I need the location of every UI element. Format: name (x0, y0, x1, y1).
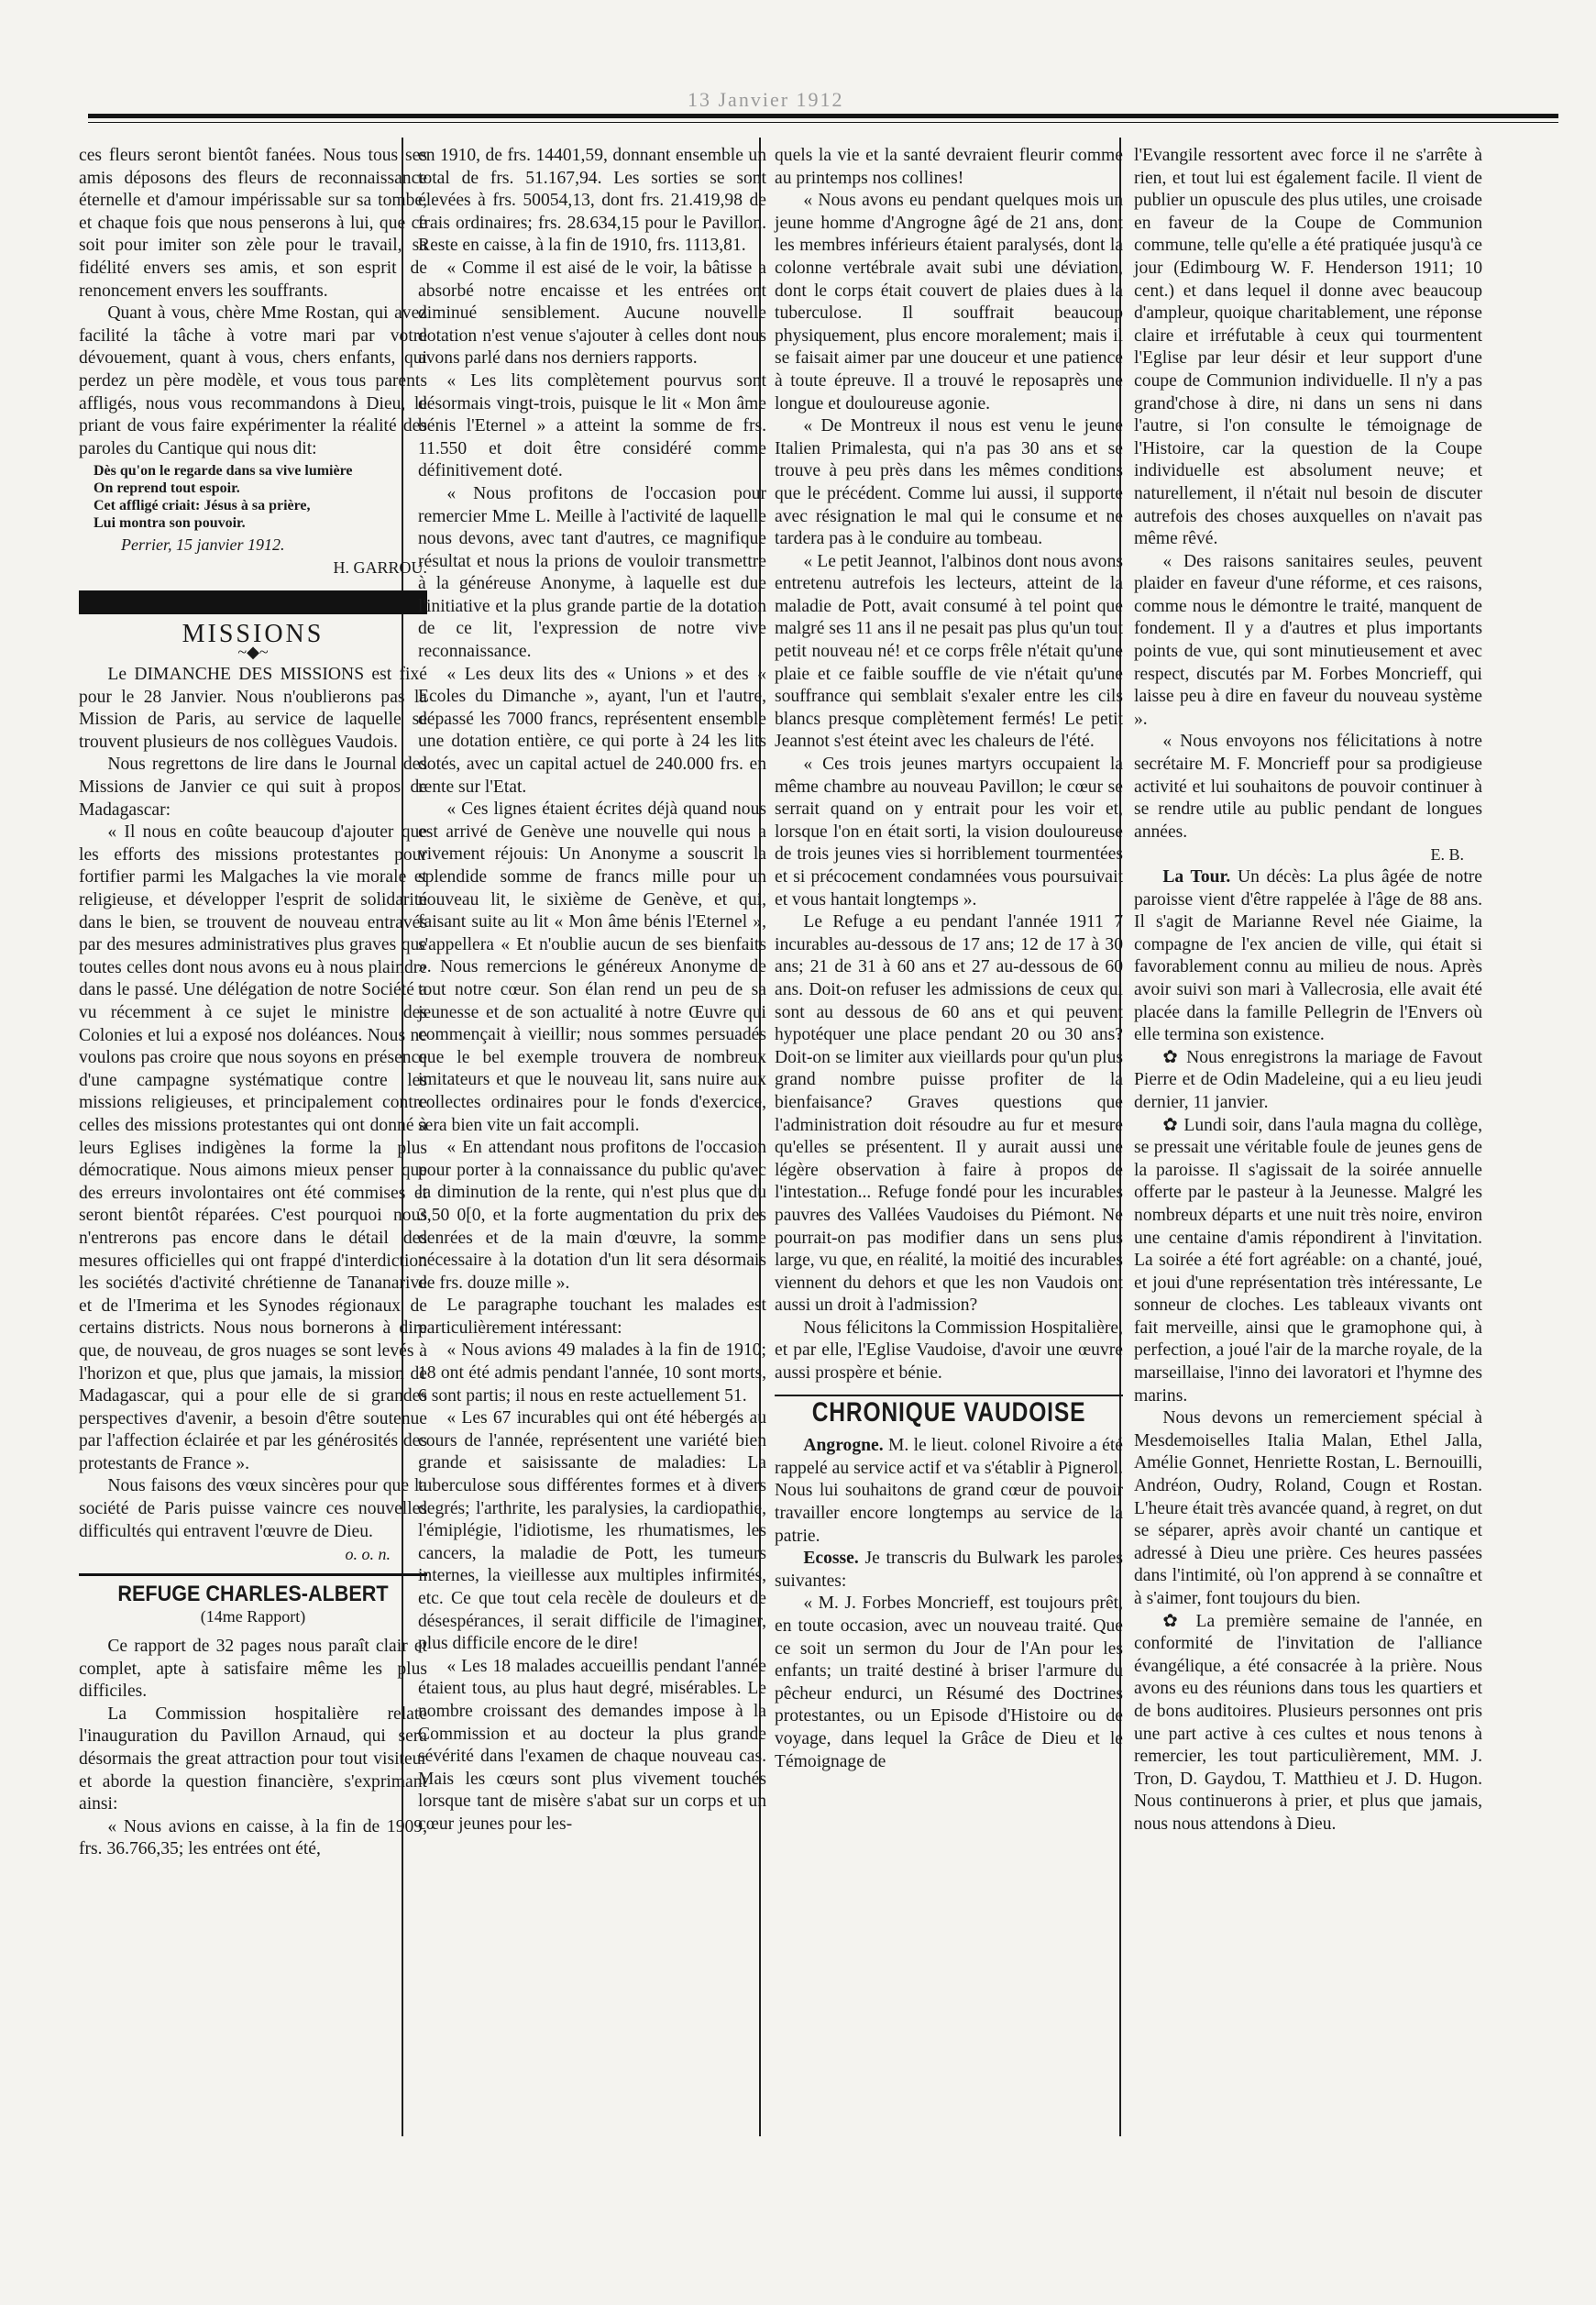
missions-paragraph: Nous faisons des vœux sincères pour que la société de Paris puisse vaincre ces nouvelles difficultés qui entravent l'œuvre de Dieu. (79, 1476, 427, 1541)
item-text: Un décès: La plus âgée de notre paroisse vient d'être rappelée à l'âge de 88 ans. Il s'agit de Marianne Revel née Giaime, la compagne de l'ex ancien de ville, qui était si favorablement connu au milieu de nous. Après avoir suivi son mari à Vallecrosia, elle avait été placée dans la famille Pellegrin de l'Envers où elle termina son existence. (1134, 867, 1482, 1045)
refuge-paragraph: « Nous avions 49 malades à la fin de 1910; 18 ont été admis pendant l'année, 10 sont morts, 6 sont partis; il nous en reste actuellement 51. (418, 1340, 766, 1406)
refuge-paragraph: La Commission hospitalière relate l'inauguration du Pavillon Arnaud, qui sera désormais the great attraction pour tout visiteur et aborde la question financière, s'exprimant ainsi: (79, 1704, 427, 1814)
ecosse-quote: « M. J. Forbes Moncrieff, est toujours prêt, en toute occasion, avec un nouveau traité. Que ce soit un sermon du Jour de l'An pour les enfants; un traité destiné à briser l'armure du pêcheur endurci, un Résumé des Doctrines protestantes, ou un Episode d'Histoire ou de voyage, dans lequel la Grâce de Dieu et le Témoignage de (775, 1594, 1123, 1771)
refuge-paragraph: « Nous profitons de l'occasion pour remercier Mme L. Meille à l'activité de laquelle nous devons, avec tant d'autres, ce magnifique résultat et nous la prions de vouloir transmettre à la généreuse Anonyme, à laquelle est due l'initiative et la plus grande partie de la dotation de ce lit, l'expression de notre vive reconnaissance. (418, 483, 766, 662)
section-title-missions: MISSIONS (182, 619, 325, 648)
place-heading: Angrogne. (803, 1436, 884, 1456)
ornament-icon: ~◆~ (237, 643, 269, 662)
refuge-paragraph: Nous félicitons la Commission Hospitalière, et par elle, l'Eglise Vaudoise, d'avoir une œuvre aussi prospère et bénie. (775, 1318, 1123, 1384)
hymn-line: Cet affligé criait: Jésus à sa prière, (94, 498, 311, 514)
refuge-paragraph: « Nous avons eu pendant quelques mois un jeune homme d'Angrogne âgé de 21 ans, dont les membres inférieurs étaient paralysés, dont la colonne vertébrale avait subi une déviation, dont le corps était couvert de plaies dues à la tuberculose. Il souffrait beaucoup physiquement, plus encore moralement; mais il se faisait aimer par une douceur et une patience à toute épreuve. Il a trouvé le reposaprès une longue et douloureuse agonie. (775, 191, 1123, 414)
ecosse-quote: « Nous envoyons nos félicitations à notre secrétaire M. F. Moncrieff pour sa prodigieuse activité et lui souhaitons de pouvoir continuer à se rendre utile au public pendant de longues années. (1134, 732, 1482, 842)
column-1 (79, 145, 427, 1861)
initials-signature: E. B. (1430, 845, 1464, 865)
header-rule (88, 114, 1558, 118)
refuge-paragraph: « Les 18 malades accueillis pendant l'année étaient tous, au plus haut degré, misérables. Le nombre croissant des demandes impose à la Commission et au docteur la plus grande sévérité dans l'examen de chaque nouveau cas. Mais les cœurs sont plus vivement touchés lorsque tant de misère s'abat sur un corps et un cœur jeunes pour les- (418, 1656, 766, 1834)
section-title-chronique: CHRONIQUE VAUDOISE (811, 1396, 1086, 1428)
column-3 (775, 145, 1123, 1773)
hymn-line: Lui montra son pouvoir. (94, 515, 246, 532)
section-rule (79, 1573, 427, 1576)
refuge-paragraph: Ce rapport de 32 pages nous paraît clair et complet, apte à satisfaire même les plus difficiles. (79, 1637, 427, 1702)
latour-paragraph: Nous devons un remerciement spécial à Mesdemoiselles Italia Malan, Ethel Jalla, Amélie Gonnet, Henriette Rostan, L. Bernouilli, Andréon, Oudry, Roland, Cougn et Rostan. L'heure était très avancée quand, à regret, on dut se séparer, après avoir chanté un cantique et adressé à Dieu une prière. Ces heures passées dans l'intimité, où l'on apprend à se connaître et à s'aimer, font toujours du bien. (1134, 1408, 1482, 1608)
latour-paragraph: ✿ Nous enregistrons la mariage de Favout Pierre et de Odin Madeleine, qui a eu lieu jeudi dernier, 11 janvier. (1134, 1047, 1482, 1112)
chronique-item-angrogne (775, 1435, 1123, 1548)
item-text: M. le lieut. colonel Rivoire a été rappelé au service actif et va s'établir à Pignerol. Nous lui souhaitons de grand cœur de pouvoir travailler encore longtemps au service de la patrie. (775, 1436, 1123, 1546)
refuge-paragraph: quels la vie et la santé devraient fleurir comme au printemps nos collines! (775, 146, 1123, 188)
refuge-paragraph: « Ces lignes étaient écrites déjà quand nous est arrivé de Genève une nouvelle qui nous a vivement réjouis: Un Anonyme a souscrit la splendide somme de francs mille pour un nouveau lit, le sixième de Genève, et qui, faisant suite au lit « Mon âme bénis l'Eternel », s'appellera « Et n'oublie aucun de ses bienfaits ». Nous remercions le généreux Anonyme de tout notre cœur. Son élan rend un peu de sa jeunesse et de son actualité à notre Œuvre qui commençait à vieillir; nous sommes persuadés que le bel exemple trouvera de nombreux imitateurs et que le nouveau lit, sans nuire aux collectes ordinaires pour le fonds d'exercice, sera bien vite un fait accompli. (418, 800, 766, 1135)
refuge-paragraph: « Les lits complètement pourvus sont désormais vingt-trois, puisque le lit « Mon âme bénis l'Eternel » a atteint la somme de frs. 11.550 et doit être considéré comme définitivement doté. (418, 370, 766, 481)
report-number: (14me Rapport) (200, 1607, 306, 1627)
missions-paragraph: Nous regrettons de lire dans le Journal des Missions de Janvier ce qui suit à propos de Madagascar: (79, 755, 427, 820)
ecosse-quote: l'Evangile ressortent avec force il ne s'arrête à rien, et tout lui est également facile. Il vient de publier un opuscule des plus utiles, une croisade en faveur de la Coupe de Communion commune, telle qu'elle a été pratiquée jusqu'à ce jour (Edimbourg W. F. Henderson 1911; 10 cent.) et dans lequel il donne avec beaucoup d'ampleur, quoique charitablement, une réponse claire et irréfutable à ceux qui tourmentent l'Eglise par leur désir et leur support d'une coupe de Communion individuelle. Il n'y a pas grand'chose à dire, ni dans un sens ni dans l'autre, si l'on consulte le témoignage de l'Histoire, car la question de la Coupe individuelle est absolument neuve; et naturellement, il n'était nul besoin de discuter autrefois des choses auxquelles on n'avait pas même rêvé. (1134, 146, 1482, 549)
chronique-item-latour (1134, 866, 1482, 1047)
bullet-icon: ✿ (1162, 1115, 1184, 1135)
obituary-paragraph: Quant à vous, chère Mme Rostan, qui avez facilité la tâche à votre mari par votre dévouement, quant à vous, chers enfants, qui perdez un père modèle, et vous tous parents affligés, nous vous recommandons à Dieu, le priant de vous faire expérimenter la réalité des paroles du Cantique qui nous dit: (79, 303, 427, 458)
hymn-quote (94, 462, 427, 532)
refuge-paragraph: « De Montreux il nous est venu le jeune Italien Primalesta, qui n'a pas 30 ans et se trouve à peu près dans les mêmes conditions que le précédent. Comme lui aussi, il supporte avec résignation le mal qui le consume et ne tardera pas à le conduire au tombeau. (775, 416, 1123, 549)
place-heading: La Tour. (1162, 867, 1231, 887)
refuge-paragraph: « En attendant nous profitons de l'occasion pour porter à la connaissance du public qu'avec la diminution de la rente, qui n'est plus que du 3,50 0[0, et la forte augmentation du prix des denrées et de la main d'œuvre, la somme nécessaire à la dotation d'un lit sera désormais de frs. douze mille ». (418, 1138, 766, 1293)
bullet-icon: ✿ (1162, 1611, 1196, 1631)
section-bar (79, 590, 427, 614)
refuge-paragraph: Le paragraphe touchant les malades est particulièrement intéressant: (418, 1296, 766, 1338)
ecosse-quote: « Des raisons sanitaires seules, peuvent plaider en faveur d'une réforme, et ces raisons, comme nous le démontre le traité, manquent de fondement. Il y a d'autres et plus importants points de vue, qui sont minutieusement et avec respect, discutés par M. Forbes Moncrieff, qui laisse peu à dire en faveur du nouveau système ». (1134, 551, 1482, 729)
latour-paragraph: ✿ Lundi soir, dans l'aula magna du collège, se pressait une véritable foule de jeunes gens de la paroisse. Il s'agissait de la soirée annuelle offerte par le pasteur à la Jeunesse. Malgré les nombreux départs et une nuit très noire, environ une centaine d'amis répondirent à l'invitation. La soirée a été fort agréable: on a chanté, joué, et joui d'une représentation très intéressante, Le sonneur de cloches. Les tableaux vivants ont fait merveille, ainsi que le gramophone qui, à perfection, a joué l'air de la marche royale, de la marseillaise, l'inno dei lavoratori et l'hymne des marins. (1134, 1115, 1482, 1406)
item-text: Je transcris du Bulwark les paroles suivantes: (775, 1549, 1123, 1591)
refuge-paragraph: Le Refuge a eu pendant l'année 1911 7 incurables au-dessous de 17 ans; 12 de 17 à 30 ans; 21 de 31 à 60 ans et 27 au-dessous de 60 ans. Doit-on refuser les admissions de ceux qui sont au dessous de 60 ans et qui peuvent hypotéquer une place pendant 20 ou 30 ans? Doit-on se limiter aux vieillards pour qu'un plus grand nombre puisse profiter de la bienfaisance? Graves questions que l'administration doit résoudre au fur et mesure qu'elles se présentent. Il y aurait aussi une légère observation à faire à propos de l'intestation... Refuge fondé pour les incurables pauvres des Vallées Vaudoises du Piémont. Ne pourrait-on pas modifier dans un sens plus large, vu que, en réalité, la moitié des incurables viennent du dehors et que les non Vaudois ont aussi un droit à l'admission? (775, 912, 1123, 1316)
section-rule (775, 1395, 1123, 1396)
bullet-icon: ✿ (1162, 1047, 1187, 1067)
hymn-line: Dès qu'on le regarde dans sa vive lumière (94, 463, 353, 480)
refuge-paragraph: « Nous avions en caisse, à la fin de 1909, frs. 36.766,35; les entrées ont été, (79, 1816, 427, 1859)
header-rule-thin (88, 122, 1558, 123)
signature: H. GARROU. (333, 557, 427, 577)
missions-quote: « Il nous en coûte beaucoup d'ajouter que les efforts des missions protestantes pour fortifier parmi les Malgaches la vie morale et religieuse, et développer l'esprit de solidarité dans le bien, se trouvent de nouveau entravés par des mesures administratives plus graves que toutes celles dont nous avons eu à nous plaindre dans le passé. Une délégation de notre Société a vu récemment à ce sujet le ministre des Colonies et lui a exposé nos doléances. Nous ne voulons pas croire que nous soyons en présence d'une campagne systématique contre les missions religieuses, et principalement contre celles des missions protestantes qui ont donné à leurs Eglises indigènes la forme la plus démocratique. Nous aimons mieux penser que des erreurs involontaires ont été commises et seront bientôt réparées. C'est pourquoi nous n'entrerons pas encore dans le détail des mesures officielles qui ont frappé d'interdiction les sociétés d'activité chrétienne de Tananarive et de l'Imerima et les Synodes régionaux de certains districts. Nous nous bornerons à dire que, de nouveau, de gros nuages se sont levés à l'horizon et que, plus que jamais, la mission de Madagascar, qui a pour elle de si grandes perspectives d'avenir, a besoin d'être soutenue par l'affection éclairée et par les générosités des protestants de France ». (79, 822, 427, 1473)
section-title-refuge: REFUGE CHARLES-ALBERT (117, 1581, 389, 1606)
refuge-paragraph: « Ces trois jeunes martyrs occupaient la même chambre au nouveau Pavillon; le cœur se serrait quand on y entrait pour les voir et, lorsque l'on en était sorti, la vision douloureuse de trois jeunes vies si horriblement tourmentées et si précocement condamnées vous poursuivait et vous hantait longtemps ». (775, 755, 1123, 910)
place-heading: Ecosse. (803, 1549, 859, 1569)
latour-paragraph: ✿ La première semaine de l'année, en conformité de l'invitation de l'alliance évangélique, a été consacrée à la prière. Nous avons eu des réunions dans tous les quartiers et de bons auditoires. Plusieurs personnes ont pris une part active à ces cultes et nous tenons à remercier, les tout particulièrement, MM. J. Tron, D. Gaydou, T. Matthieu et J. D. Hugon. Nous continuerons à prier, et plus que jamais, nous nous attendons à Dieu. (1134, 1611, 1482, 1834)
missions-signature: o. o. n. (345, 1545, 391, 1564)
dateline: Perrier, 15 janvier 1912. (121, 535, 285, 555)
obituary-paragraph: ces fleurs seront bientôt fanées. Nous tous ses amis déposons des fleurs de reconnaissance éternelle et d'amour impérissable sur sa tombe, et chaque fois que nous penserons à lui, que ce soit pour imiter son zèle pour le travail, sa fidélité envers ses amis, et son esprit de renoncement envers les souffrants. (79, 146, 427, 301)
refuge-paragraph: « Comme il est aisé de le voir, la bâtisse a absorbé notre encaisse et les entrées ont diminué sensiblement. Aucune nouvelle dotation n'est venue s'ajouter à celles dont nous avons parlé dans nos derniers rapports. (418, 258, 766, 369)
refuge-paragraph: « Les 67 incurables qui ont été hébergés au cours de l'année, représentent une variété bien grande et saisissante de maladies: La tuberculose sous différentes formes et à divers degrés; l'arthrite, les paralysies, la cardiopathie, l'émiplégie, l'idiotisme, les rhumatismes, les cancers, la maladie de Pott, les tumeurs internes, la vieillesse aux multiples infirmités, etc. Ce que tout cela recèle de douleurs et de désespérances, il serait difficile de l'imaginer, plus difficile encore de le dire! (418, 1408, 766, 1654)
refuge-paragraph: « Les deux lits des « Unions » et des « Ecoles du Dimanche », ayant, l'un et l'autre, dépassé les 7000 francs, représentent ensemble une dotation entière, ce qui porte à 24 les lits dotés, avec un capital actuel de 240.000 frs. en rente sur l'Etat. (418, 664, 766, 797)
column-2 (418, 145, 766, 1836)
refuge-paragraph: « Le petit Jeannot, l'albinos dont nous avons entretenu autrefois les lecteurs, atteint de la maladie de Pott, avait consumé à tel point que malgré ses 11 ans il ne pesait pas plus qu'un tout petit nouveau né! et ce corps frêle n'était qu'une plaie et ce faible souffle de vie n'était qu'une souffrance qui semblait s'exaler entre les cils blancs presque complètement fermés! Le petit Jeannot s'est éteint avec les chaleurs de l'été. (775, 551, 1123, 752)
header-date: 13 Janvier 1912 (688, 88, 844, 111)
chronique-item-ecosse (775, 1548, 1123, 1593)
column-4 (1134, 145, 1482, 1836)
missions-paragraph: Le DIMANCHE DES MISSIONS est fixé pour le 28 Janvier. Nous n'oublierons pas la Mission de Paris, au service de laquelle se trouvent plusieurs de nos collègues Vaudois. (79, 665, 427, 752)
hymn-line: On reprend tout espoir. (94, 480, 240, 497)
refuge-paragraph: en 1910, de frs. 14401,59, donnant ensemble un total de frs. 51.167,94. Les sorties se sont élevées à frs. 50054,13, dont frs. 21.419,98 de frais ordinaires; frs. 28.634,15 pour le Pavillon. Reste en caisse, à la fin de 1910, frs. 1113,81. (418, 146, 766, 256)
